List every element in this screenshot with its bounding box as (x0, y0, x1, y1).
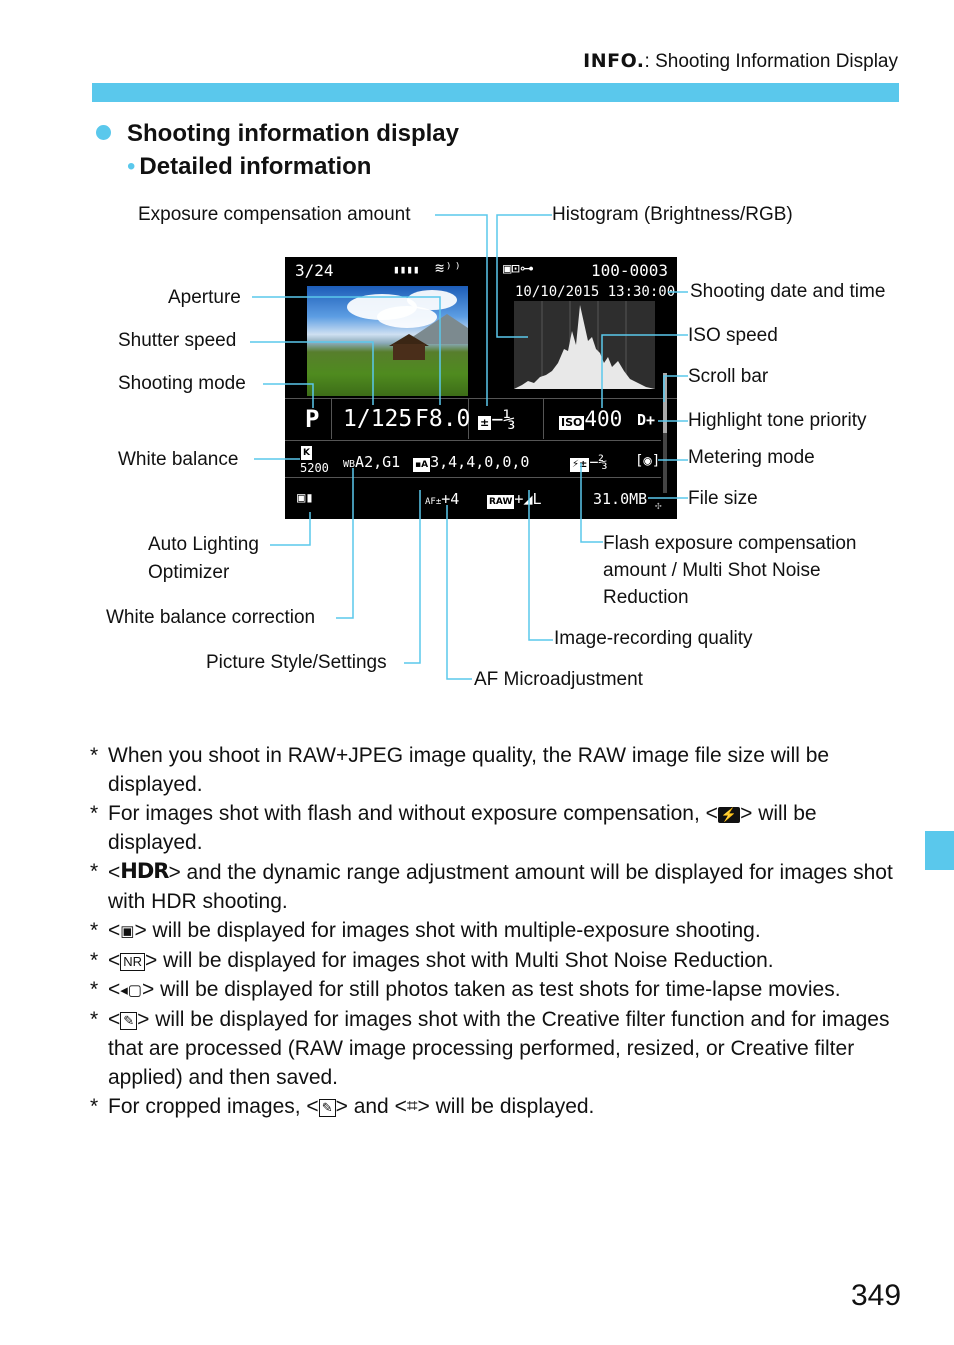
protect-icon: ▣⊡⊶ (503, 261, 534, 277)
divider-line (543, 398, 544, 439)
divider-line (285, 398, 677, 399)
footnote: * For cropped images, < ✎ > and <⌗> will be displayed. (90, 1092, 902, 1121)
multiple-exposure-icon: ▣ (120, 923, 135, 940)
label-shutter-speed: Shutter speed (118, 330, 237, 351)
label-picture-style: Picture Style/Settings (206, 652, 387, 673)
header-accent-bar (92, 83, 899, 102)
section-title: Shooting information display (96, 120, 459, 148)
footnote: * <◂▢> will be displayed for still photos taken as test shots for time-lapse movies. (90, 975, 902, 1005)
wb-temp: 5200 (300, 461, 329, 475)
subsection-marker: • (127, 153, 136, 180)
exposure-comp-icon: ± (480, 416, 490, 429)
file-size: 31.0MB (593, 490, 648, 508)
label-flash-exposure-comp: Flash exposure compensation amount / Multi Shot Noise Reduction (603, 533, 857, 608)
auto-lighting-icon: ▣▮ (297, 490, 314, 506)
histogram (514, 301, 655, 389)
subsection-title: • Detailed information (127, 153, 372, 180)
raw-icon: RAW (489, 497, 513, 507)
label-exposure-compensation: Exposure compensation amount (138, 204, 411, 225)
label-aperture: Aperture (168, 287, 241, 308)
metering-mode-icon: [◉] (635, 453, 661, 469)
picture-style-icon: ▪A (415, 460, 429, 470)
time-lapse-icon: ◂▢ (120, 982, 142, 999)
label-auto-lighting: Auto Lighting Optimizer (148, 534, 259, 583)
label-iso-speed: ISO speed (688, 325, 778, 346)
divider-line (331, 398, 332, 439)
shutter-speed: 1/125 (343, 406, 413, 432)
crop-icon: ⌗ (406, 1096, 418, 1117)
image-count: 3/24 (295, 261, 334, 280)
footnote: * When you shoot in RAW+JPEG image quality, the RAW image file size will be displayed. (90, 744, 830, 796)
footnote: * For images shot with flash and without exposure compensation, < ⚡ > will be displayed. (90, 802, 817, 854)
page-number: 349 (851, 1279, 902, 1312)
iso-icon: ISO (561, 416, 583, 429)
flash-comp-icon: ⚡± (572, 459, 588, 470)
divider-line (285, 477, 661, 478)
battery-icon: ▮▮▮▮ (393, 263, 420, 276)
wb-correction: WBA2,G1 (343, 453, 401, 471)
label-image-quality: Image-recording quality (554, 628, 753, 649)
processing-icon: ✣ (655, 499, 662, 512)
wb-icon: K (303, 448, 310, 458)
label-white-balance: White balance (118, 449, 239, 470)
highlight-tone: D+ (637, 411, 656, 429)
shooting-mode: P (305, 405, 320, 433)
label-file-size: File size (688, 488, 758, 509)
label-shooting-mode: Shooting mode (118, 373, 246, 394)
divider-line (285, 440, 661, 441)
label-histogram: Histogram (Brightness/RGB) (552, 204, 793, 225)
footnote: * <▣> will be displayed for images shot with multiple-exposure shooting. (90, 916, 902, 946)
flash-icon: ⚡ (718, 807, 740, 823)
noise-reduction-icon: NR (120, 953, 145, 971)
running-header (583, 50, 898, 73)
footnotes (90, 741, 902, 1121)
hdr-icon: HDR (120, 859, 169, 883)
wifi-icon: ≋⁾⁾ (435, 259, 463, 277)
running-header-title: : Shooting Information Display (644, 51, 898, 72)
shooting-date-time: 10/10/2015 13:30:00 (515, 284, 676, 300)
label-wb-correction: White balance correction (106, 607, 316, 628)
image-quality: RAW +◢L (489, 490, 542, 508)
af-micro-icon: AF± (425, 497, 442, 507)
label-metering-mode: Metering mode (688, 447, 815, 468)
chapter-tab (925, 831, 954, 870)
creative-filter-icon: ✎ (319, 1099, 336, 1117)
iso-speed: ISO400 (561, 407, 623, 431)
label-scroll-bar: Scroll bar (688, 366, 769, 387)
wb-shift-icon: WB (343, 459, 356, 470)
folder-file-number: 100-0003 (591, 261, 669, 280)
label-af-microadjustment: AF Microadjustment (474, 669, 643, 690)
aperture-value: F8.0 (415, 406, 471, 432)
creative-filter-icon: ✎ (120, 1012, 137, 1030)
bullet-circle-icon (96, 125, 111, 140)
footnote: * < NR > will be displayed for images shot with Multi Shot Noise Reduction. (90, 949, 774, 972)
scroll-thumb (663, 373, 667, 433)
camera-display (285, 257, 677, 519)
picture-style: ▪A 3,4,4,0,0,0 (415, 453, 530, 471)
info-icon: INFO. (583, 50, 645, 72)
photo-thumbnail (307, 286, 468, 396)
flash-comp: ⚡± −⅔ (572, 453, 608, 471)
label-shooting-date-time: Shooting date and time (690, 281, 886, 302)
footnote: * <HDR> and the dynamic range adjustment amount will be displayed for images shot with HDR shooting. (90, 859, 893, 913)
footnote: * < ✎ > will be displayed for images shot with the Creative filter function and for images that are processed (RAW image processing performed, resized, or Creative filter applied) and then saved. (90, 1008, 890, 1089)
exposure-comp: ± −⅓ (480, 407, 516, 431)
label-highlight-tone: Highlight tone priority (688, 410, 867, 431)
af-micro: AF±+4 (425, 490, 460, 508)
